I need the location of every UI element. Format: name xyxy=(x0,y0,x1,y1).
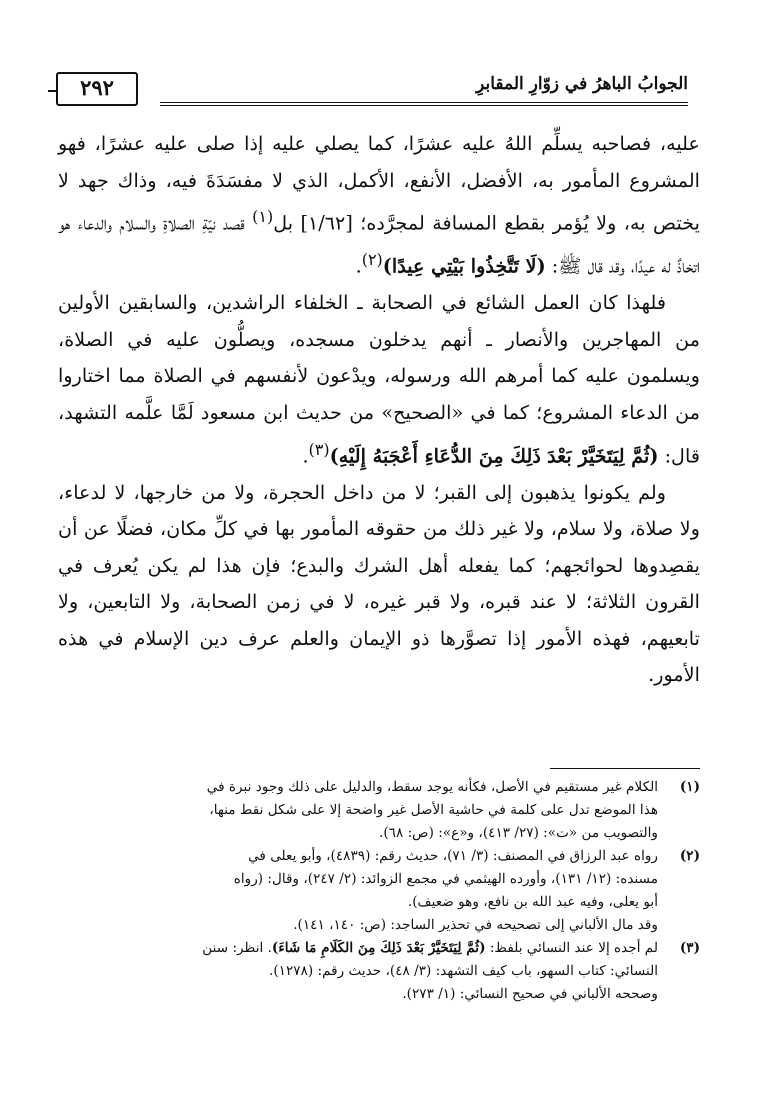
footnote-number: (٢) xyxy=(679,848,700,864)
header-rule xyxy=(160,102,688,103)
footnote-line: رواه عبد الرزاق في المصنف: (٣/ ٧١)، حديث رقم: (٤٨٣٩)، وأبو يعلى في xyxy=(248,848,658,864)
page-number-box xyxy=(48,72,156,106)
running-header xyxy=(48,72,688,110)
main-text xyxy=(58,126,700,694)
footnote-text: لم أجده إلا عند النسائي بلفظ: xyxy=(485,940,658,956)
hadith-quote: ذَلِكَ مِنَ الدُّعَاءِ أَعْجَبَهُ إِلَيْهِ) xyxy=(329,443,541,467)
text-line: المأمور بها في كلِّ مكان، فضلًا عن أن يقصِدوها لحوائجهم؛ كما يفعله xyxy=(58,517,700,577)
text-line: عليه، فصاحبه يسلِّم اللهُ عليه عشرًا، كما يصلي عليه إذا صلى عليه xyxy=(154,132,700,155)
book-title: الجوابُ الباهرُ في زوّارِ المقابرِ xyxy=(476,74,688,94)
footnote-separator xyxy=(550,768,700,769)
text-line: والسابقين الأولين من المهاجرين والأنصار ـ أنهم يدخلون مسجده، xyxy=(58,291,700,351)
footnote-ref-1[interactable]: (١) xyxy=(252,207,274,227)
footnote-line: مسنده: (١٢/ ١٣١)، وأورده الهيثمي في مجمع الزوائد: (٢/ ٢٤٧)، وقال: (رواه xyxy=(233,871,658,887)
footnote-line: النسائي: كتاب السهو، باب كيف التشهد: (٣/ ٤٨)، حديث رقم: (١٢٧٨). xyxy=(269,963,658,979)
footnote-line: هذا الموضع تدل على كلمة في حاشية الأصل غير واضحة إلا على شكل نقط منها، xyxy=(209,802,658,818)
footnote-3 xyxy=(58,937,700,1006)
text-line: ولم يكونوا يذهبون إلى القبر؛ لا من داخل الحجرة، ولا من xyxy=(201,480,666,504)
hadith-quote: (ثُمَّ لِيَتَخَيَّرْ بَعْدَ ذَلِكَ مِنَ الكَلَامِ مَا شَاءَ) xyxy=(271,940,486,956)
text-line: لا مفسَدَةَ فيه، وذاك جهد لا يختص به، ولا يُؤمر بقطع المسافة xyxy=(58,168,700,235)
hadith-quote: (لَا تَتَّخِذُوا بَيْتِي عِيدًا) xyxy=(382,254,546,278)
text-line: قصد نيّةِ الصلاةِ والسلام والدعاء هو اتخاذٌ له xyxy=(58,211,700,278)
text-line: لمجرَّده؛ [١/٦٢] بل xyxy=(273,211,425,235)
text-line: عيدًا، وقد قال ﷺ: xyxy=(545,254,656,278)
footnote-number: (١) xyxy=(679,779,700,795)
paragraph-2 xyxy=(58,285,700,474)
footnote-line xyxy=(58,937,658,960)
text-line: فلهذا كان العمل الشائع في الصحابة ـ الخلفاء الراشدين، xyxy=(205,291,666,315)
footnote-line: الكلام غير مستقيم في الأصل، فكأنه يوجد سقط، والدليل على ذلك وجود نبرة في xyxy=(206,779,658,795)
footnote-2 xyxy=(58,845,700,937)
text-line: عشرًا، فهو المشروع المأمور به، الأفضل، الأنفع، الأكمل، الذي xyxy=(58,132,700,192)
text-line: ويصلُّون عليه في الصلاة، ويسلمون عليه كما أمرهم الله ورسوله، xyxy=(58,327,700,388)
footnote-line: والتصويب من «ت»: (٢٧/ ٤١٣)، و«ع»: (ص: ٦٨). xyxy=(379,825,658,841)
footnote-number: (٣) xyxy=(679,940,700,956)
footnote-line: وقد مال الألباني إلى تصحيحه في تحذير الساجد: (ص: ١٤٠، ١٤١). xyxy=(293,917,658,933)
footnote-text: . انظر: سنن xyxy=(202,940,272,956)
text-line: أهل الشرك والبدع؛ فإن هذا لم يكن يُعرف في القرون الثلاثة؛ لا عند xyxy=(58,553,700,614)
header-rule-thin xyxy=(160,105,688,106)
header-rule-left xyxy=(48,90,56,92)
paragraph-1 xyxy=(58,126,700,285)
footnote-1 xyxy=(58,776,700,845)
footnote-ref-3[interactable]: (٣) xyxy=(308,439,330,459)
text-punct: . xyxy=(302,443,309,467)
paragraph-3 xyxy=(58,475,700,695)
footnote-line: وصححه الألباني في صحيح النسائي: (١/ ٢٧٣). xyxy=(402,986,658,1002)
text-line: خارجها، لا لدعاء، ولا صلاة، ولا سلام، ولا غير ذلك من حقوقه xyxy=(58,480,700,541)
footnote-line: أبو يعلى، وفيه عبد الله بن نافع، وهو ضعيف). xyxy=(407,894,658,910)
text-punct: . xyxy=(355,254,362,278)
page-number: ٢٩٢ xyxy=(80,75,114,100)
text-line: «الصحيح» من حديث ابن مسعود لَمَّا علَّمه التشهد، قال: xyxy=(58,400,700,467)
text-line: ويدْعون لأنفسهم في الصلاة مما اختاروا من الدعاء المشروع؛ كما في xyxy=(58,364,700,424)
hadith-quote: (ثُمَّ لِيَتَخَيَّرْ بَعْدَ xyxy=(547,443,659,467)
text-line: قبره، ولا قبر غيره، لا في زمن الصحابة، ولا التابعين، ولا تابعيهم، فهذه xyxy=(58,590,700,650)
text-line: الأمور إذا تصوَّرها ذو الإيمان والعلم عرف دين الإسلام في هذه الأمور. xyxy=(58,626,700,687)
footnote-ref-2[interactable]: (٢) xyxy=(361,250,383,270)
footnotes xyxy=(58,776,700,1006)
